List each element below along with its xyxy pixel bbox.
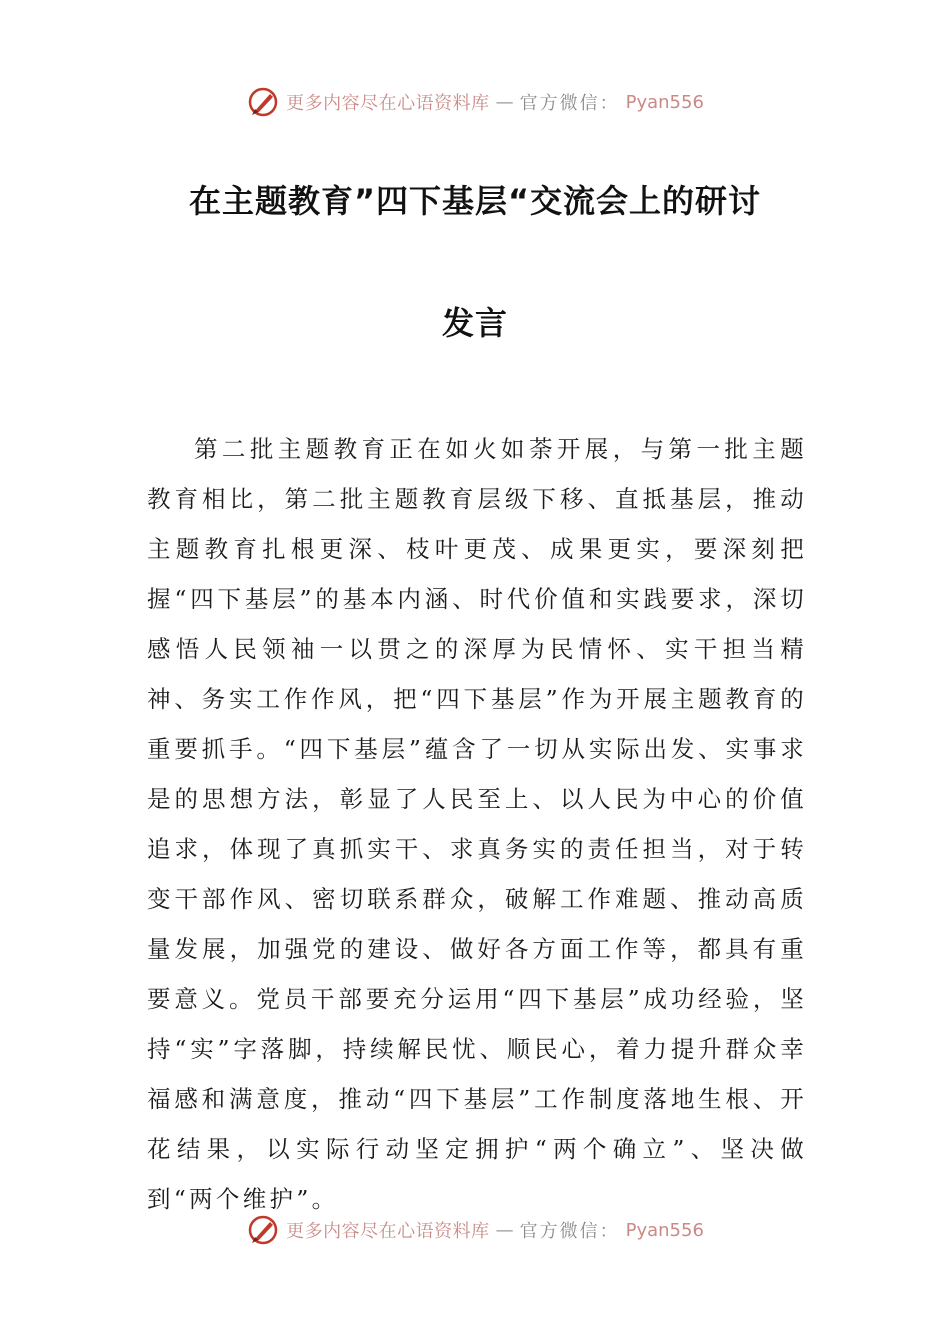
watermark-main-text: 更多内容尽在心语资料库 [286,93,490,114]
watermark-main-text: 更多内容尽在心语资料库 [286,1221,490,1242]
watermark-separator: — [495,1219,514,1241]
watermark-handle: Pyan556 [625,1219,704,1241]
document-title-line-1: 在主题教育”四下基层“交流会上的研讨 [188,182,762,220]
header-watermark [0,82,950,122]
pen-circle-logo-icon [246,85,280,119]
document-title-line-2: 发言 [441,304,508,342]
pen-circle-logo-icon [246,1213,280,1247]
watermark-separator: — [495,91,514,113]
watermark-official-label: 官方微信： [519,1221,620,1242]
body-paragraph: 第二批主题教育正在如火如荼开展，与第一批主题教育相比，第二批主题教育层级下移、直抵基层，推动主题教育扎根更深、枝叶更茂、成果更实，要深刻把握“四下基层”的基本内涵、时代价值和实践要求，深切感悟人民领袖一以贯之的深厚为民情怀、实干担当精神、务实工作作风，把“四下基层”作为开展主题教育的重要抓手。“四下基层”蕴含了一切从实际出发、实事求是的思想方法，彰显了人民至上、以人民为中心的价值追求，体现了真抓实干、求真务实的责任担当，对于转变干部作风、密切联系群众，破解工作难题、推动高质量发展，加强党的建设、做好各方面工作等，都具有重要意义。党员干部要充分运用“四下基层”成功经验，坚持“实”字落脚，持续解民忧、顺民心，着力提升群众幸福感和满意度，推动“四下基层”工作制度落地生根、开花结果，以实际行动坚定拥护“两个确立”、坚决做到“两个维护”。 [147,435,807,1213]
footer-watermark [0,1210,950,1250]
watermark-official-label: 官方微信： [519,93,620,114]
watermark-handle: Pyan556 [625,91,704,113]
